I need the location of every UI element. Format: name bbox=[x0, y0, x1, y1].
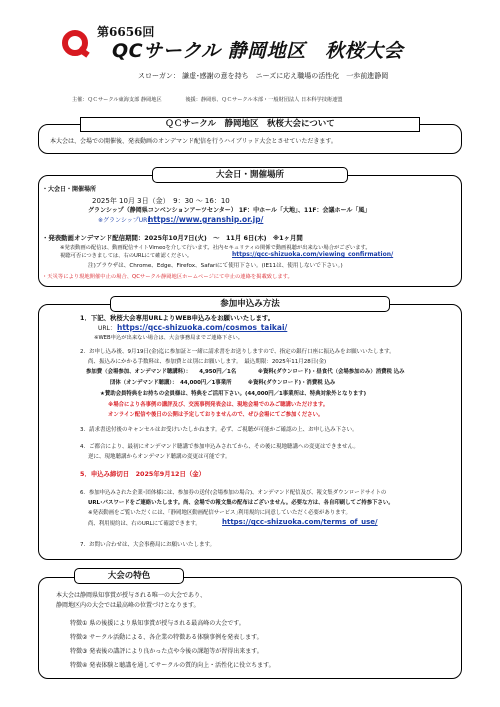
fee-group: 団体（オンデマンド聴講）： 44,000円／1事業所 ※資料(ダウンロード)・消費税 込み bbox=[110, 380, 336, 386]
apply-item-1: 1．下記、秋桜大会専用URLよりWEB申込みをお願いいたします。 bbox=[80, 314, 275, 322]
terms-of-use-link[interactable]: https://qcc-shizuoka.com/terms_of_use/ bbox=[222, 518, 378, 526]
viewing-confirmation-link[interactable]: https://qcc-shizuoka.com/viewing_confirmation/ bbox=[232, 251, 394, 258]
apply-item-6-line-1: 6．参加申込みされた企業･団体様には、参加券の送付(会場参加の場合)、オンデマンド配信及び、報文集ダウンロードサイトの bbox=[80, 490, 387, 496]
sponsor: 後援：静岡県、ＱＣサークル本部・一般財団法人 日本科学技術連盟 bbox=[185, 97, 343, 103]
event-place: グランシップ（静岡県コンベンションアーツセンター） 1F：中ホール「大地」、11F：会議ホール「風」 bbox=[88, 207, 371, 214]
venue-heading: 大会日・開催場所 bbox=[152, 167, 348, 183]
venue-label: ・大会日・開催場所 bbox=[42, 186, 97, 193]
apply-deadline: 5．申込み締切日 2025年9月12日（金） bbox=[80, 470, 206, 478]
apply-item-2-line-1: 2．お申し込み後、9月19日(金)迄に参加証と一緒に請求書をお送りしますので、指定の銀行口座に振込みをお願いいたします。 bbox=[80, 349, 395, 355]
apply-item-4-line-2: 逆に、現地聴講からオンデマンド聴講の変更は可能です。 bbox=[88, 454, 231, 460]
apply-item-3: 3．請求書送付後のキャンセルはお受けいたしかねます。必ず、ご視聴が可能かご確認の上、お申し込み下さい。 bbox=[80, 427, 358, 433]
apply-item-6-line-2: URL･パスワードをご連絡いたします。尚、会場での報文集の配布はございません。必要な方は、各自印刷してご持参下さい。 bbox=[88, 500, 394, 506]
fee-individual: 参加費（会場参加、オンデマンド聴講料）： 4,950円／1名 ※資料(ダウンロード)・昼食代（会場参加のみ）消費税 込み bbox=[86, 369, 405, 375]
ondemand-period: ・発表動画オンデマンド配信期間：2025年10月7日(火) ～ 11月 6日(木) ※1ヶ月間 bbox=[42, 234, 303, 242]
feature-item: 特徴④ 発表体験と聴講を通してサークルの質的向上・活性化に役立ちます。 bbox=[70, 662, 275, 669]
event-title: QCサークル 静岡地区 秋桜大会 bbox=[112, 40, 404, 62]
venue-box bbox=[38, 175, 462, 287]
event-date: 2025年 10月 3日（金） 9：30 ～ 16：10 bbox=[92, 197, 230, 205]
apply-item-4-line-1: 4．ご都合により、最初にオンデマンド聴講で参加申込みされてから、その後に現地聴講への変更はできません。 bbox=[80, 444, 359, 450]
apply-heading: 参加申込み方法 bbox=[110, 296, 390, 312]
fee-note-2: ※場合により各事例の講評及び、交流事例発表会は、現地会場でのみご聴講いただけます。 bbox=[108, 402, 329, 408]
organizers-line bbox=[72, 96, 342, 103]
fee-note-3: オンライン配信や後日の公開は予定しておりませんので、ぜひ会場にてご参加ください。 bbox=[108, 412, 324, 418]
apply-url-label: URL： bbox=[98, 325, 116, 332]
feature-item: 特徴② サークル活動による、各企業の特徴ある体験事例を発表します。 bbox=[70, 634, 263, 641]
browser-note: 注)ブラウザは、Chrome、Edge、Firefox、Safariにて使用下さい。(IE11は、使用しないで下さい。) bbox=[88, 263, 343, 269]
fee-note-1: ★賛助会員特典をお持ちの会員様は、特典をご活用下さい。(44,000円／1事業所は、特典対象外となります) bbox=[100, 391, 367, 397]
granship-url-label: ※グランシップURL bbox=[98, 217, 151, 224]
apply-url-link[interactable]: https://qcc-shizuoka.com/cosmos_taikai/ bbox=[117, 323, 288, 332]
qc-circle-logo-icon bbox=[62, 30, 88, 56]
organizer: 主催：ＱＣサークル東海支部 静岡地区 bbox=[72, 97, 162, 103]
about-heading: ＱＣサークル 静岡地区 秋桜大会について bbox=[80, 117, 420, 132]
granship-link[interactable]: https://www.granship.or.jp/ bbox=[148, 215, 264, 224]
feature-item: 特徴① 県の後援により県知事賞が授与される最高峰の大会です。 bbox=[70, 620, 245, 627]
apply-item-1-note: ※WEB申込が出来ない場合は、大会事務局までご連絡下さい。 bbox=[94, 335, 244, 341]
slogan: スローガン： 謙虚･感謝の意を持ち ニーズに応え職場の活性化 一歩前進静岡 bbox=[138, 72, 389, 80]
ondemand-note-2: 視聴可否につきましては、右のURLにて確認ください。 bbox=[60, 253, 193, 259]
about-text: 本大会は、会場での開催後、発表動画のオンデマンド配信を行うハイブリッド大会とさせていただきます。 bbox=[50, 138, 337, 145]
edition-number: 第6656回 bbox=[97, 25, 155, 39]
disaster-note: ・天災等により現地開催中止の場合、QCサークル静岡地区ホームページにて中止の連絡を掲載致します。 bbox=[42, 274, 293, 280]
apply-item-7: 7．お問い合わせは、大会事務局にお願いいたします。 bbox=[80, 542, 216, 548]
features-intro-1: 本大会は静岡県知事賞が授与される唯一の大会であり、 bbox=[56, 592, 207, 599]
apply-item-2-line-2: 尚、振込みにかかる手数料は、参加費とは別にお願いします。 最込期限：2025年11月28日(金) bbox=[88, 359, 327, 365]
apply-item-6-line-4: 尚、利用規約は、右のURLにて確認できます。 bbox=[88, 521, 201, 527]
feature-item: 特徴③ 発表後の講評により良かった点や今後の課題等が習得出来ます。 bbox=[70, 648, 263, 655]
features-intro-2: 静岡地区内の大会では最高峰の位置づけとなります。 bbox=[56, 602, 200, 609]
ondemand-note-1: ※発表動画の配信は、動画配信サイトVimeoを介して行います。社内セキュリティの関係で動画視聴が出来ない場合がございます。 bbox=[60, 245, 371, 251]
features-heading: 大会の特色 bbox=[74, 568, 184, 584]
apply-item-6-line-3: ※発表動画をご覧いただくには、｢静岡地区動画配信サービス｣利用規約に同意していただく必要があります。 bbox=[88, 510, 351, 516]
